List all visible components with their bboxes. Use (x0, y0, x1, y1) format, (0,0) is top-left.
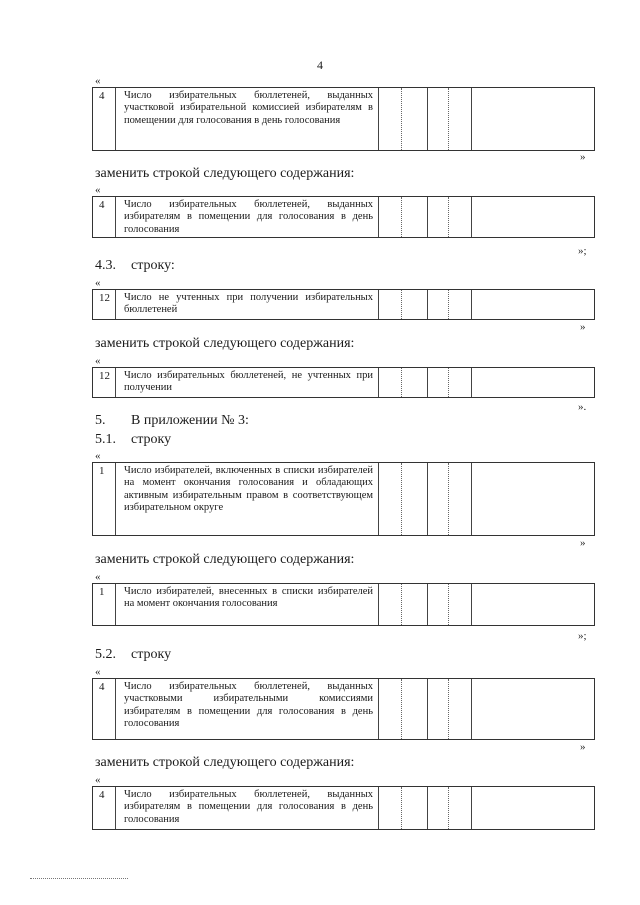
table-row (92, 367, 595, 398)
close-quote: » (580, 537, 586, 549)
table-row (92, 786, 595, 830)
row-number: 4 (99, 789, 105, 801)
section-5-2: 5.2. строку (95, 647, 172, 662)
row-text: Число избирательных бюллетеней, выданных участковыми избирательными комиссиями избирателям в помещении для голосования в день голосования (124, 681, 373, 730)
open-quote: « (95, 75, 101, 87)
open-quote: « (95, 450, 101, 462)
table-row (92, 678, 595, 740)
row-number: 12 (99, 370, 110, 382)
close-quote-semicolon: »; (578, 630, 587, 642)
open-quote: « (95, 184, 101, 196)
replace-phrase: заменить строкой следующего содержания: (95, 336, 355, 351)
table-row (92, 196, 595, 238)
section-5: 5. В приложении № 3: (95, 413, 249, 428)
table-row (92, 87, 595, 151)
close-quote-semicolon: »; (578, 245, 587, 257)
close-quote: » (580, 741, 586, 753)
replace-phrase: заменить строкой следующего содержания: (95, 552, 355, 567)
table-row (92, 583, 595, 626)
row-text: Число не учтенных при получении избирательных бюллетеней (124, 292, 373, 316)
table-row (92, 462, 595, 536)
row-text: Число избирательных бюллетеней, выданных избирателям в помещении для голосования в день голосования (124, 199, 373, 235)
row-text: Число избирателей, внесенных в списки избирателей на момент окончания голосования (124, 586, 373, 610)
row-text: Число избирателей, включенных в списки избирателей на момент окончания голосования и обладающих активным избирательным правом в соответствующем избирательном округе (124, 465, 373, 514)
section-4-3: 4.3. строку: (95, 258, 175, 273)
table-row (92, 289, 595, 320)
open-quote: « (95, 774, 101, 786)
open-quote: « (95, 666, 101, 678)
row-number: 4 (99, 90, 105, 102)
row-number: 1 (99, 465, 105, 477)
page-number: 4 (317, 58, 323, 72)
close-quote-period: ». (578, 401, 587, 413)
close-quote: » (580, 321, 586, 333)
replace-phrase: заменить строкой следующего содержания: (95, 166, 355, 181)
open-quote: « (95, 355, 101, 367)
row-number: 1 (99, 586, 105, 598)
row-number: 4 (99, 681, 105, 693)
open-quote: « (95, 571, 101, 583)
row-text: Число избирательных бюллетеней, выданных избирателям в помещении для голосования в день голосования (124, 789, 373, 825)
row-number: 12 (99, 292, 110, 304)
row-text: Число избирательных бюллетеней, выданных участковой избирательной комиссией избирателям в помещении для голосования в день голосования (124, 90, 373, 126)
footer-dotted-line (30, 878, 128, 879)
close-quote: » (580, 151, 586, 163)
replace-phrase: заменить строкой следующего содержания: (95, 755, 355, 770)
section-5-1: 5.1. строку (95, 432, 172, 447)
row-number: 4 (99, 199, 105, 211)
row-text: Число избирательных бюллетеней, не учтенных при получении (124, 370, 373, 394)
open-quote: « (95, 277, 101, 289)
